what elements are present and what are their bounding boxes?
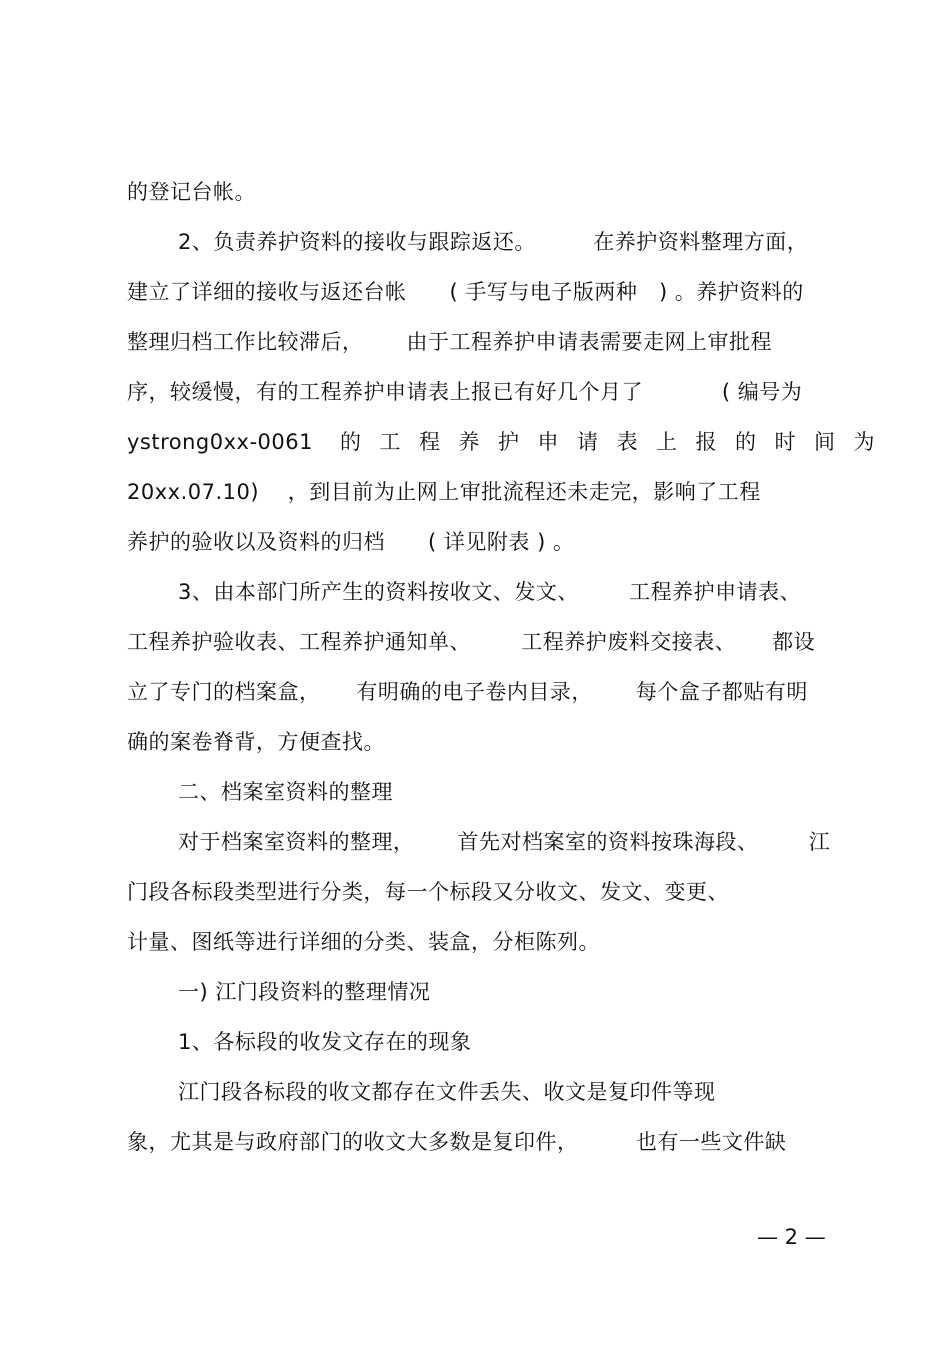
text-line: 20xx.07.10) ，到目前为止网上审批流程还未走完，影响了工程 (127, 480, 761, 504)
text-line: ystrong0xx-0061 (127, 430, 313, 454)
text-line: 江门段各标段的收文都存在文件丢失、收文是复印件等现 (178, 1080, 716, 1104)
text-line: 立了专门的档案盒， 有明确的电子卷内目录， 每个盒子都贴有明 (127, 680, 808, 704)
text-line: 的工程养护申请表上报的时间为 (340, 430, 893, 454)
section-heading: 二、档案室资料的整理 (178, 780, 393, 804)
page-number: — 2 — (757, 1225, 826, 1249)
text-line: 工程养护验收表、工程养护通知单、 工程养护废料交接表、 都设 (127, 630, 816, 654)
text-line: 序，较缓慢，有的工程养护申请表上报已有好几个月了 ( 编号为 (127, 380, 803, 404)
text-line: 整理归档工作比较滞后， 由于工程养护申请表需要走网上审批程 (127, 330, 773, 354)
text-line: 计量、图纸等进行详细的分类、装盒，分柜陈列。 (127, 930, 600, 954)
text-line: 3、由本部门所产生的资料按收文、发文、 工程养护申请表、 (178, 580, 802, 604)
text-line: 建立了详细的接收与返还台帐 ( 手写与电子版两种 ) 。养护资料的 (127, 280, 804, 304)
text-line: 的登记台帐。 (127, 180, 256, 204)
text-line: 对于档案室资料的整理， 首先对档案室的资料按珠海段、 江 (178, 830, 831, 854)
text-line: 门段各标段类型进行分类，每一个标段又分收文、发文、变更、 (127, 880, 729, 904)
text-line: 象，尤其是与政府部门的收文大多数是复印件， 也有一些文件缺 (127, 1130, 787, 1154)
text-line: 养护的验收以及资料的归档 ( 详见附表 ) 。 (127, 530, 575, 554)
text-line: 确的案卷脊背，方便查找。 (127, 730, 385, 754)
text-line: 2、负责养护资料的接收与跟踪返还。 在养护资料整理方面， (178, 230, 809, 254)
subsection-heading: 一) 江门段资料的整理情况 (178, 980, 431, 1004)
subsection-heading: 1、各标段的收发文存在的现象 (178, 1030, 472, 1054)
